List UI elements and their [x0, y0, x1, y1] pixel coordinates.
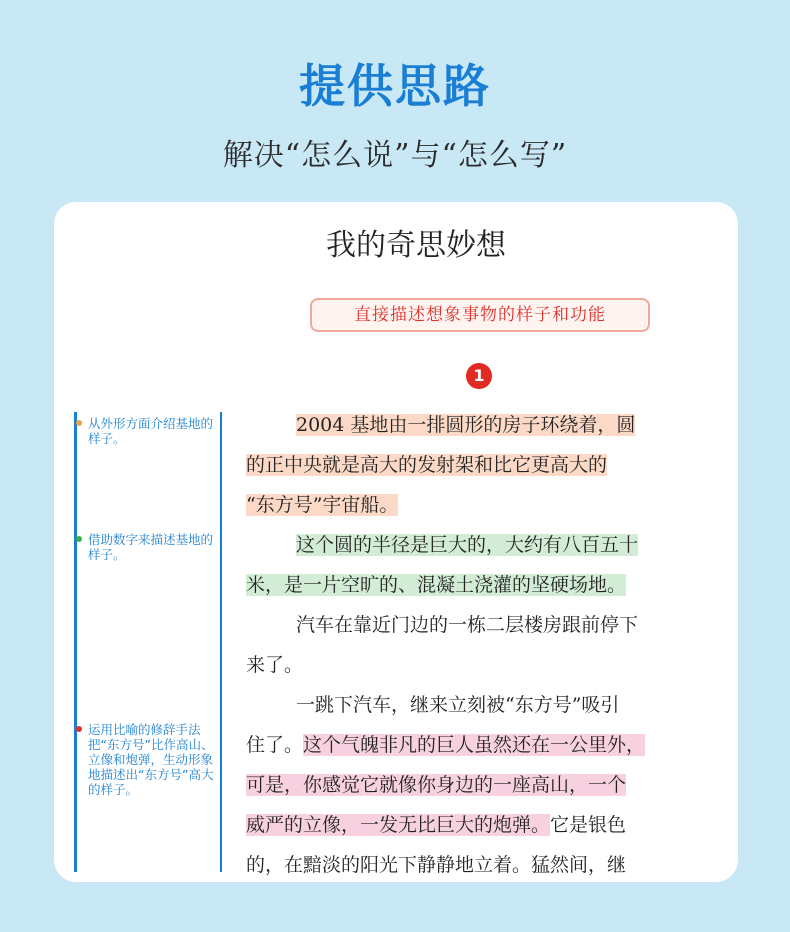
text-line: 这个圆的半径是巨大的，大约有八百五十 [296, 534, 639, 556]
text-line: 这个气魄非凡的巨人虽然还在一公里外， [303, 734, 646, 756]
text-line: 可是，你感觉它就像你身边的一座高山，一个 [246, 774, 627, 796]
bullet-dot-icon [76, 420, 82, 426]
headline-subtitle: 解决“怎么说”与“怎么写” [222, 138, 568, 173]
text-line: 威严的立像，一发无比巨大的炮弹。 [246, 814, 551, 836]
text-line: 的，在黯淡的阳光下静静地立着。猛然间，继 [246, 854, 627, 876]
text-line: 住了。 [246, 734, 304, 756]
text-line: 汽车在靠近门边的一栋二层楼房跟前停下 [296, 614, 639, 636]
margin-note [88, 532, 216, 562]
section-number-badge: 1 [466, 363, 492, 389]
book-page-card [54, 202, 738, 882]
bullet-dot-icon [76, 536, 82, 542]
margin-rule-left [74, 412, 77, 872]
text-line: 一跳下汽车，继来立刻被“东方号”吸引 [296, 694, 620, 716]
margin-note [88, 416, 216, 446]
text-line: 它是银色 [550, 814, 627, 836]
text-line: 的正中央就是高大的发射架和比它更高大的 [246, 454, 608, 476]
text-line: 米，是一片空旷的、混凝土浇灌的坚硬场地。 [246, 574, 627, 596]
story-text [246, 408, 716, 882]
margin-note-text: 从外形方面介绍基地的样子。 [88, 416, 214, 446]
headline-title: 提供思路 [299, 59, 491, 113]
margin-rule-right [220, 412, 222, 872]
section-tag: 直接描述想象事物的样子和功能 [310, 298, 650, 332]
page-title: 我的奇思妙想 [326, 228, 506, 263]
bullet-dot-icon [76, 726, 82, 732]
text-line: “东方号”宇宙船。 [246, 494, 399, 516]
text-line: 2004 基地由一排圆形的房子环绕着，圆 [296, 414, 636, 436]
margin-note-text: 运用比喻的修辞手法把“东方号”比作高山、立像和炮弹，生动形象地描述出“东方号”高大的样子。 [88, 722, 214, 797]
margin-note [88, 722, 216, 797]
margin-note-text: 借助数字来描述基地的样子。 [88, 532, 214, 562]
text-line: 来了。 [246, 654, 304, 676]
